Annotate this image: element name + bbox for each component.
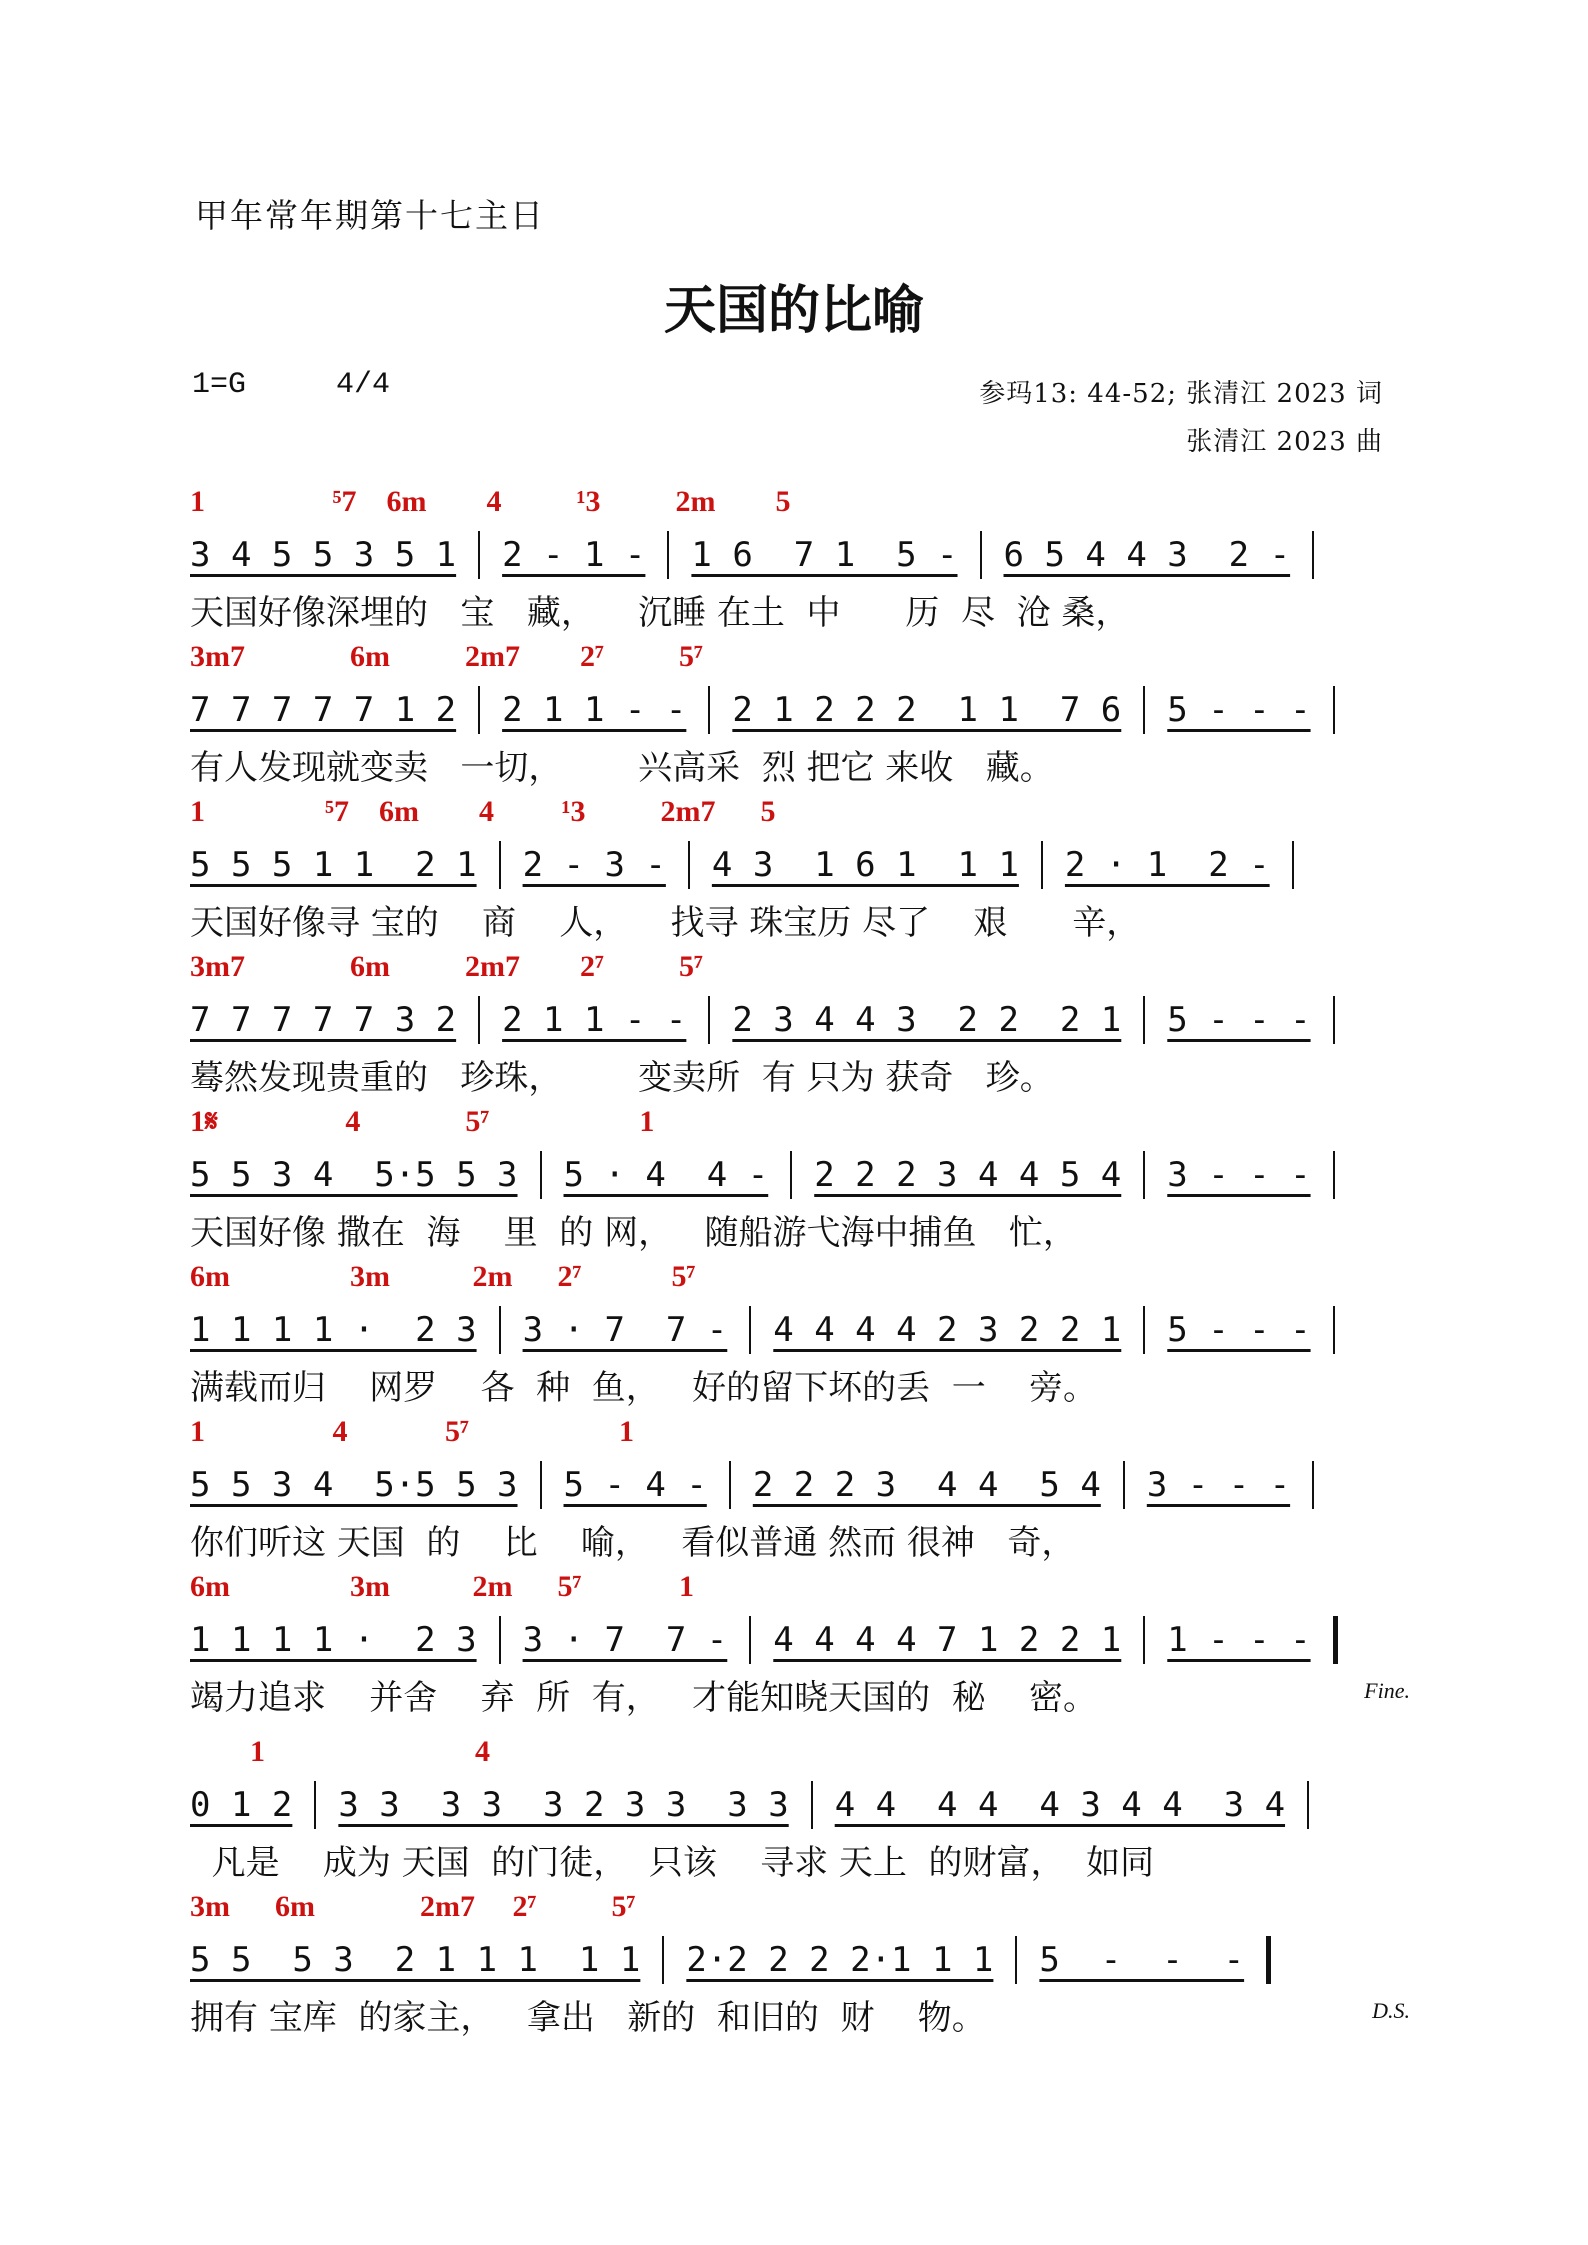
bar-line: [1333, 686, 1335, 734]
end-mark: Fine.: [1364, 1678, 1410, 1703]
bar-line: [1333, 1616, 1338, 1664]
bar-line: [1292, 841, 1294, 889]
bar-line: [540, 1151, 542, 1199]
bar-line: [688, 841, 690, 889]
measure: 5 - 4 -: [563, 1465, 707, 1505]
measure: 5 - - -: [1167, 1310, 1311, 1350]
measure: 1 1 1 1 · 2 3: [190, 1620, 477, 1660]
note-line: [190, 1932, 1400, 1988]
bar-line: [1143, 1616, 1145, 1664]
note-line: [190, 1777, 1400, 1833]
chord-line: 3m7 6m 2m7 2⁷ 5⁷: [190, 950, 703, 983]
measure: 0 1 2: [190, 1785, 293, 1825]
bar-line: [662, 1936, 664, 1984]
bar-line: [667, 531, 669, 579]
bar-line: [478, 996, 480, 1044]
bar-line: [708, 686, 710, 734]
measure: 1 1 1 1 · 2 3: [190, 1310, 477, 1350]
note-line: [190, 992, 1400, 1048]
score-row: [190, 1570, 1410, 1720]
bar-line: [499, 841, 501, 889]
note-line: [190, 527, 1400, 583]
note-line: [190, 837, 1400, 893]
measure: 5 - - -: [1167, 1000, 1311, 1040]
credit-music: 张清江 2023 曲: [1186, 427, 1383, 457]
score-row: [190, 1260, 1400, 1410]
measure: 1 - - -: [1167, 1620, 1311, 1660]
bar-line: [1333, 1306, 1335, 1354]
bar-line: [499, 1306, 501, 1354]
measure: 5 - - -: [1167, 690, 1311, 730]
measure: 4 4 4 4 2 3 2 2 1: [773, 1310, 1122, 1350]
bar-line: [1143, 1306, 1145, 1354]
lyric-line: 天国好像寻 宝的 商 人， 找寻 珠宝历 尽了 艰 辛，: [190, 903, 1141, 943]
chord-line: 3m7 6m 2m7 2⁷ 5⁷: [190, 640, 703, 673]
measure: 2·2 2 2 2·1 1 1: [686, 1940, 994, 1980]
lyric-line: 凡是 成为 天国 的门徒， 只该 寻求 天上 的财富， 如同: [190, 1843, 1155, 1883]
measure: 2 - 1 -: [502, 535, 646, 575]
measure: 4 3 1 6 1 1 1: [711, 845, 1019, 885]
score-row: [190, 795, 1400, 945]
lyric-line: 你们听这 天国 的 比 喻， 看似普通 然而 很神 奇，: [190, 1523, 1076, 1563]
lyric-line: 天国好像深埋的 宝 藏， 沉睡 在土 中 历 尽 沧 桑，: [190, 593, 1130, 633]
measure: 3 · 7 7 -: [522, 1310, 728, 1350]
bar-line: [1143, 1151, 1145, 1199]
measure: 2 - 3 -: [522, 845, 666, 885]
measure: 2 1 1 - -: [502, 690, 687, 730]
bar-line: [314, 1781, 316, 1829]
bar-line: [1123, 1461, 1125, 1509]
chord-line: 1 4 5⁷ 1: [190, 1415, 634, 1448]
score-row: [190, 950, 1400, 1100]
measure: 3 4 5 5 3 5 1: [190, 535, 457, 575]
bar-line: [1333, 996, 1335, 1044]
lyric-line: 蓦然发现贵重的 珍珠， 变卖所 有 只为 获奇 珍。: [190, 1058, 1054, 1098]
lyric-line: 满载而归 网罗 各 种 鱼， 好的留下坏的丢 一 旁。: [190, 1368, 1097, 1408]
bar-line: [729, 1461, 731, 1509]
chord-line: 1 4: [190, 1735, 490, 1768]
subtitle: 甲年常年期第十七主日: [195, 196, 545, 235]
score-row: [190, 640, 1400, 790]
measure: 5 - - -: [1039, 1940, 1245, 1980]
bar-line: [1312, 1461, 1314, 1509]
score-row: [190, 1105, 1400, 1255]
note-line: [190, 1612, 1400, 1668]
page-title: 天国的比喻: [663, 281, 924, 341]
measure: 5 · 4 4 -: [563, 1155, 769, 1195]
lyric-line: 竭力追求 并舍 弃 所 有， 才能知晓天国的 秘 密。: [190, 1678, 1097, 1718]
measure: 5 5 3 4 5·5 5 3: [190, 1155, 518, 1195]
measure: 7 7 7 7 7 1 2: [190, 690, 457, 730]
bar-line: [1307, 1781, 1309, 1829]
chord-line: 1𝄋 4 5⁷ 1: [190, 1105, 655, 1138]
bar-line: [749, 1616, 751, 1664]
bar-line: [980, 531, 982, 579]
bar-line: [749, 1306, 751, 1354]
chord-line: 6m 3m 2m 5⁷ 1: [190, 1570, 694, 1603]
chord-line: 1 ⁵7 6m 4 ¹3 2m 5: [190, 485, 791, 518]
measure: 3 - - -: [1146, 1465, 1291, 1505]
score-row: [190, 1415, 1400, 1565]
measure: 2 · 1 2 -: [1064, 845, 1270, 885]
bar-line: [478, 531, 480, 579]
bar-line: [540, 1461, 542, 1509]
measure: 5 5 3 4 5·5 5 3: [190, 1465, 518, 1505]
note-line: [190, 682, 1400, 738]
bar-line: [708, 996, 710, 1044]
measure: 3 3 3 3 3 2 3 3 3 3: [338, 1785, 789, 1825]
bar-line: [811, 1781, 813, 1829]
measure: 2 2 2 3 4 4 5 4: [752, 1465, 1101, 1505]
measure: 1 6 7 1 5 -: [691, 535, 958, 575]
measure: 7 7 7 7 7 3 2: [190, 1000, 457, 1040]
measure: 2 3 4 4 3 2 2 2 1: [732, 1000, 1122, 1040]
bar-line: [478, 686, 480, 734]
measure: 4 4 4 4 4 3 4 4 3 4: [834, 1785, 1286, 1825]
measure: 5 5 5 3 2 1 1 1 1 1: [190, 1940, 641, 1980]
bar-line: [1015, 1936, 1017, 1984]
end-mark: D.S.: [1372, 1998, 1410, 2023]
bar-line: [790, 1151, 792, 1199]
lyric-line: 拥有 宝库 的家主， 拿出 新的 和旧的 财 物。: [190, 1998, 986, 2038]
measure: 2 1 1 - -: [502, 1000, 687, 1040]
lyric-line: 天国好像 撒在 海 里 的 网， 随船游弋海中捕鱼 忙，: [190, 1213, 1077, 1253]
measure: 3 · 7 7 -: [522, 1620, 728, 1660]
measure: 2 2 2 3 4 4 5 4: [814, 1155, 1122, 1195]
note-line: [190, 1302, 1400, 1358]
measure: 4 4 4 4 7 1 2 2 1: [773, 1620, 1122, 1660]
bar-line: [1041, 841, 1043, 889]
bar-line: [499, 1616, 501, 1664]
measure: 3 - - -: [1167, 1155, 1311, 1195]
score-row: [190, 485, 1400, 635]
note-line: [190, 1147, 1400, 1203]
bar-line: [1143, 686, 1145, 734]
key-signature: 1=G 4/4: [192, 368, 391, 402]
credit-lyrics: 参玛13: 44-52; 张清江 2023 词: [979, 379, 1383, 409]
bar-line: [1333, 1151, 1335, 1199]
bar-line: [1266, 1936, 1271, 1984]
note-line: [190, 1457, 1400, 1513]
bar-line: [1312, 531, 1314, 579]
measure: 2 1 2 2 2 1 1 7 6: [732, 690, 1122, 730]
measure: 6 5 4 4 3 2 -: [1003, 535, 1291, 575]
score-row: [190, 1890, 1410, 2040]
score-row: [190, 1735, 1400, 1885]
chord-line: 3m 6m 2m7 2⁷ 5⁷: [190, 1890, 636, 1923]
chord-line: 1 ⁵7 6m 4 ¹3 2m7 5: [190, 795, 776, 828]
bar-line: [1143, 996, 1145, 1044]
measure: 5 5 5 1 1 2 1: [190, 845, 477, 885]
lyric-line: 有人发现就变卖 一切， 兴高采 烈 把它 来收 藏。: [190, 748, 1054, 788]
chord-line: 6m 3m 2m 2⁷ 5⁷: [190, 1260, 696, 1293]
